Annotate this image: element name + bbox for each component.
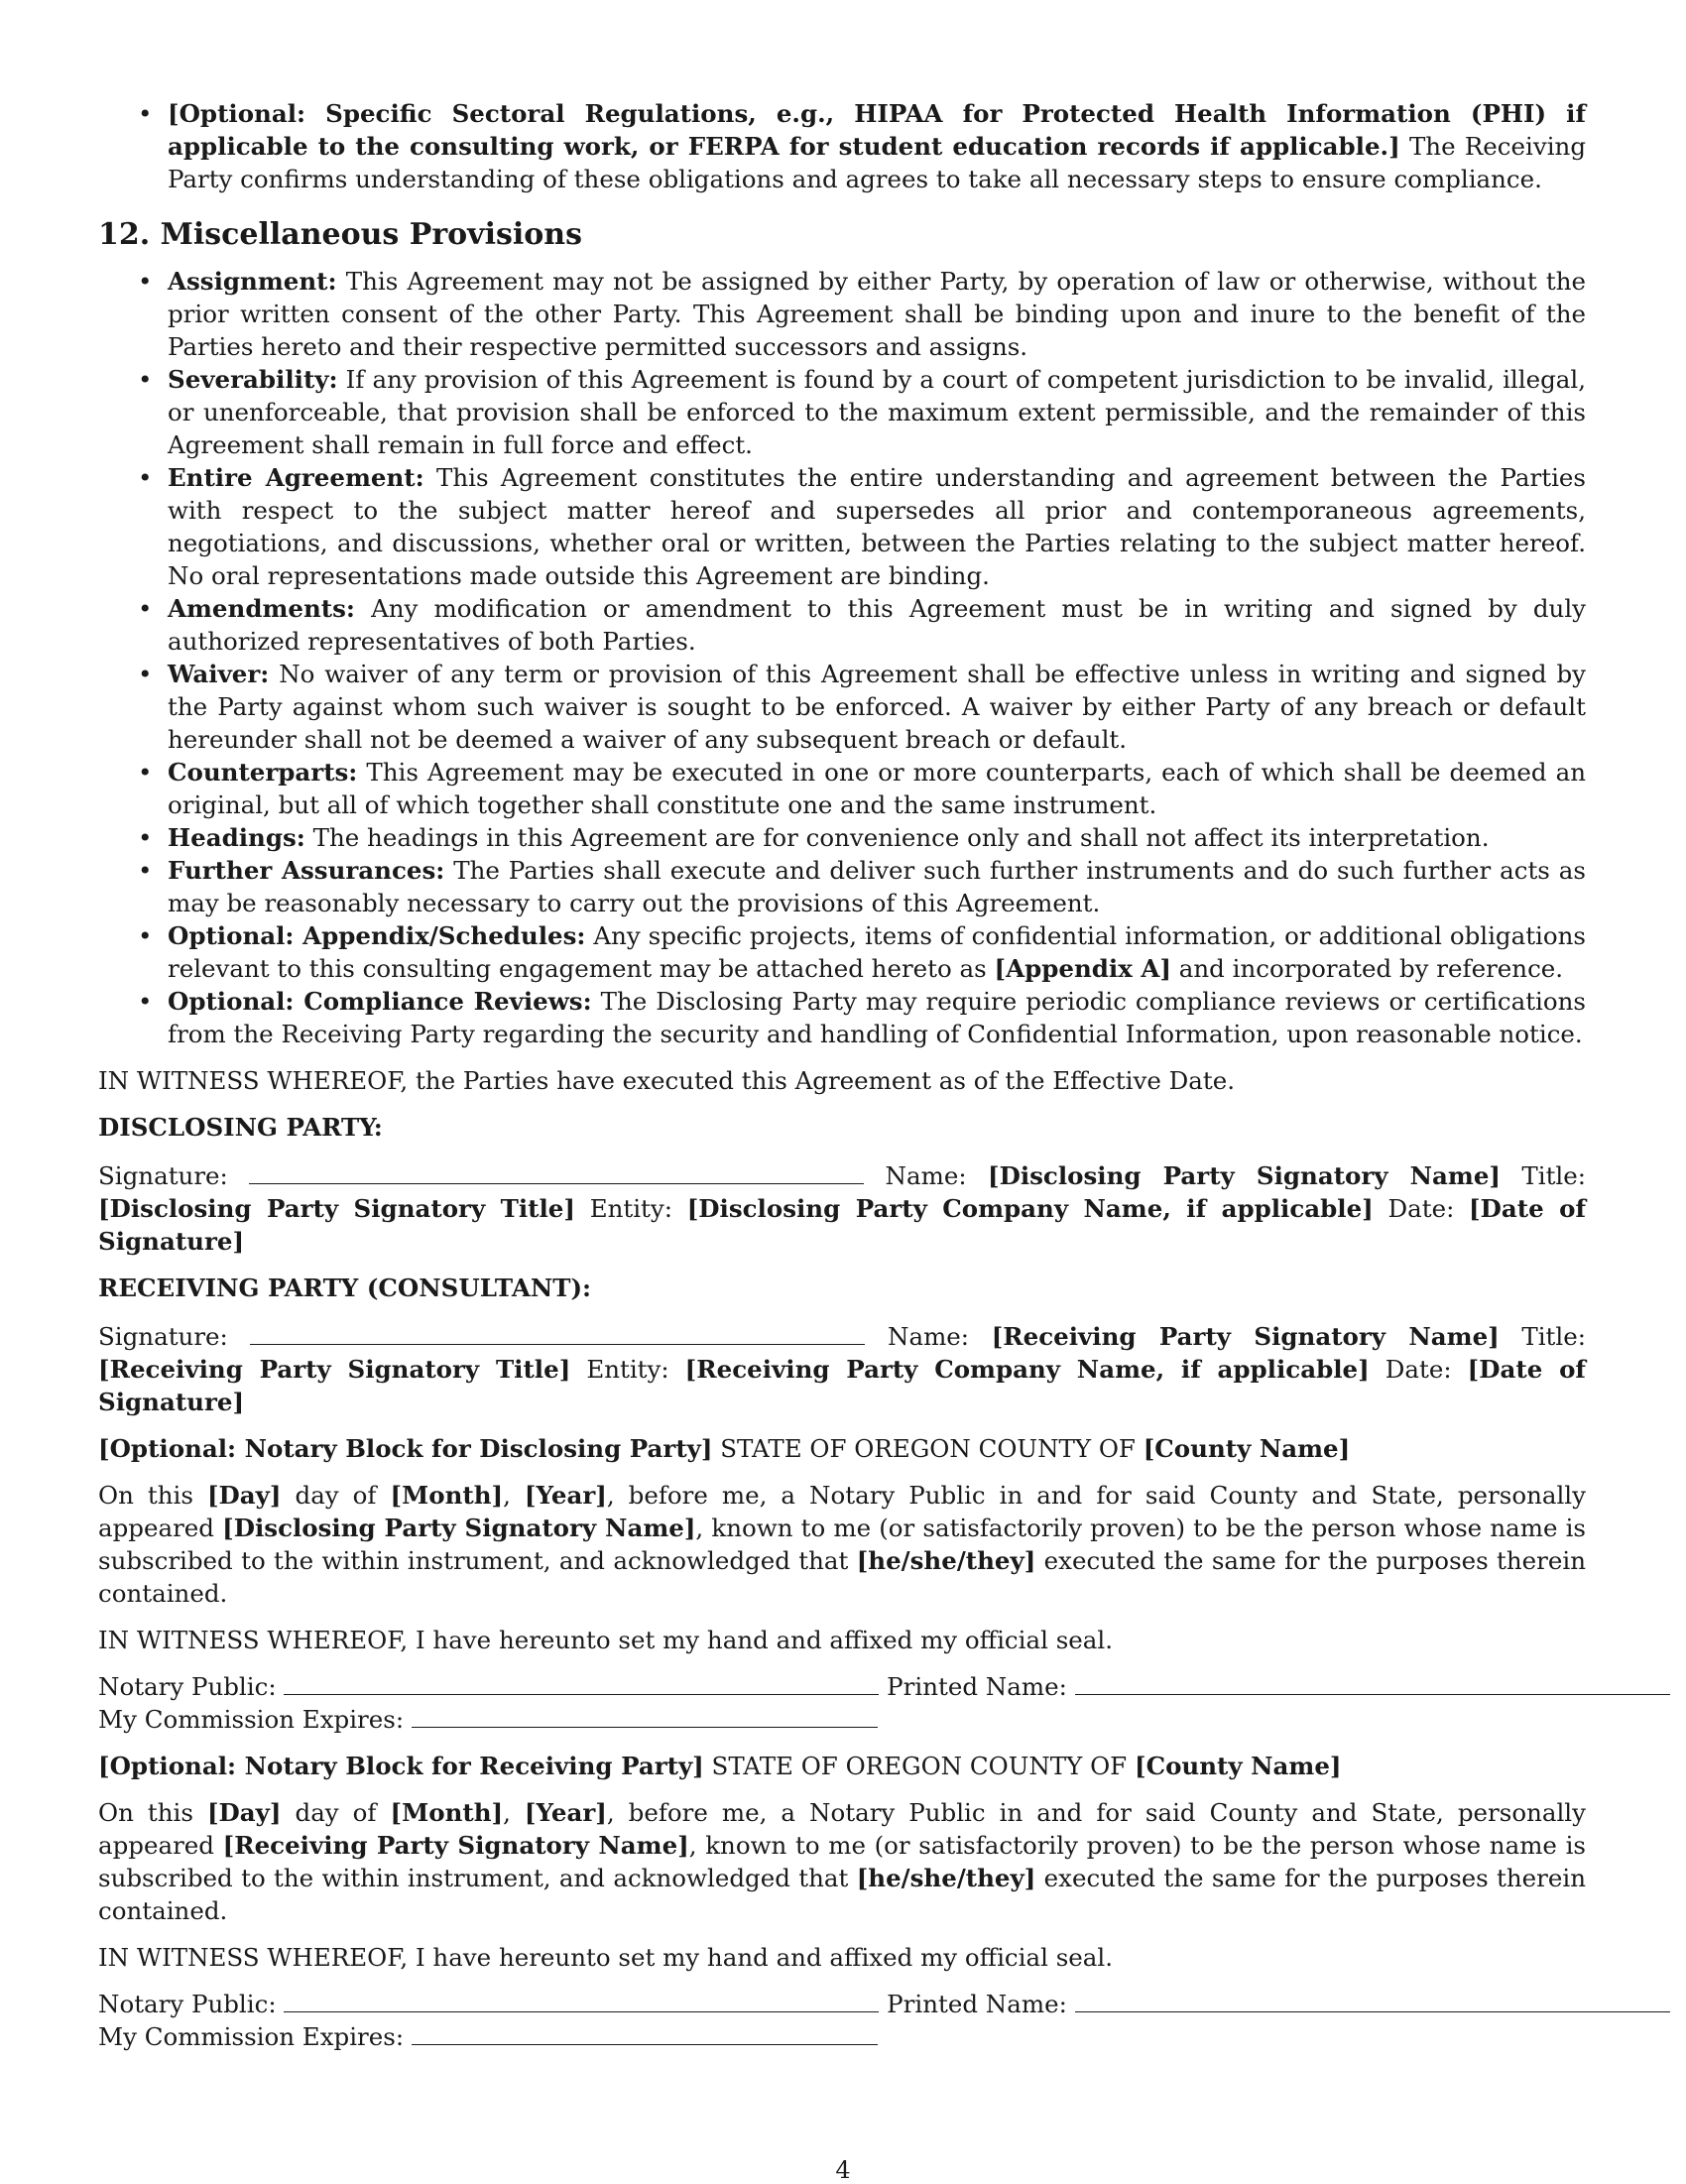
signature-label: Signature: <box>98 1322 251 1351</box>
ack-year: [Year] <box>524 1798 607 1827</box>
notary-public-line[interactable] <box>284 1988 879 2012</box>
list-item <box>98 756 1586 821</box>
list-item <box>98 658 1586 756</box>
disclosing-signature-line[interactable] <box>249 1159 864 1184</box>
name-label: Name: <box>865 1322 992 1351</box>
provision-label: Counterparts: <box>168 758 358 787</box>
notary-disclosing-commission-row <box>98 1703 1586 1736</box>
notary-disclosing-signature-row <box>98 1670 1586 1703</box>
ack-text: executed the same for the purposes therein contained. <box>98 1864 1587 1925</box>
provision-label: Headings: <box>168 823 305 852</box>
entity-label: Entity: <box>570 1355 685 1384</box>
ack-text: , <box>503 1481 525 1510</box>
receiving-title-value: [Receiving Party Signatory Title] <box>98 1355 571 1384</box>
misc-provisions-list <box>98 265 1586 1050</box>
provision-text: This Agreement may not be assigned by either Party, by operation of law or otherwise, without the prior written consent of the other Party. This Agreement shall be binding upon and inure to the benefit of the Parties hereto and their respective permitted successors and assigns. <box>168 267 1586 361</box>
receiving-signature-block <box>98 1320 1586 1418</box>
ack-month: [Month] <box>390 1481 504 1510</box>
receiving-signature-line[interactable] <box>250 1320 865 1345</box>
ack-year: [Year] <box>524 1481 607 1510</box>
provision-label: Further Assurances: <box>168 856 445 885</box>
list-item <box>98 854 1586 919</box>
commission-expires-label: My Commission Expires: <box>98 1705 412 1734</box>
commission-expires-line[interactable] <box>412 2020 878 2045</box>
disclosing-name-value: [Disclosing Party Signatory Name] <box>987 1161 1502 1190</box>
notary-public-label: Notary Public: <box>98 1990 285 2018</box>
notary-county: [County Name] <box>1143 1434 1351 1463</box>
provision-label: Severability: <box>168 365 338 394</box>
disclosing-party-heading-text: DISCLOSING PARTY: <box>98 1113 383 1142</box>
receiving-date-value: [Date of Signature] <box>98 1355 1586 1416</box>
receiving-party-heading <box>98 1272 1586 1304</box>
provision-text: The Disclosing Party may require periodic compliance reviews or certifications from the Receiving Party regarding the security and handling of Confidential Information, upon reasonable notice. <box>168 987 1586 1048</box>
signature-label: Signature: <box>98 1161 250 1190</box>
receiving-entity-value: [Receiving Party Company Name, if applicable] <box>684 1355 1370 1384</box>
ack-day: [Day] <box>206 1481 282 1510</box>
date-label: Date: <box>1373 1194 1470 1223</box>
notary-receiving-commission-row <box>98 2020 1586 2053</box>
ack-text: , before me, a Notary Public in and for said County and State, personally appeared <box>98 1481 1586 1542</box>
ack-pronoun: [he/she/they] <box>856 1546 1036 1575</box>
receiving-name-value: [Receiving Party Signatory Name] <box>991 1322 1500 1351</box>
notary-receiving-title: [Optional: Notary Block for Receiving Party] <box>98 1752 704 1780</box>
sectoral-regulations-label: [Optional: Specific Sectoral Regulations, e.g., HIPAA for Protected Health Information (PHI) if applicable to the consulting work, or FERPA for student education records if applicable.] <box>168 99 1586 161</box>
ack-text: day of <box>281 1798 391 1827</box>
notary-state-text: STATE OF OREGON COUNTY OF <box>712 1434 1144 1463</box>
printed-name-line[interactable] <box>1075 1988 1670 2012</box>
provision-text: The Parties shall execute and deliver such further instruments and do such further acts as may be reasonably necessary to carry out the provisions of this Agreement. <box>168 856 1586 917</box>
receiving-party-heading-text: RECEIVING PARTY (CONSULTANT): <box>98 1274 592 1302</box>
notary-state-text: STATE OF OREGON COUNTY OF <box>703 1752 1135 1780</box>
document-page <box>98 97 1586 2053</box>
disclosing-entity-value: [Disclosing Party Company Name, if applicable] <box>686 1194 1374 1223</box>
printed-name-line[interactable] <box>1075 1670 1670 1695</box>
witness-statement: IN WITNESS WHEREOF, the Parties have executed this Agreement as of the Effective Date. <box>98 1066 1235 1095</box>
ack-text: executed the same for the purposes therein contained. <box>98 1546 1587 1608</box>
ack-month: [Month] <box>390 1798 504 1827</box>
sectoral-regulations-text: The Receiving Party confirms understanding of these obligations and agrees to take all necessary steps to ensure compliance. <box>168 132 1587 193</box>
list-item <box>98 985 1586 1050</box>
notary-disclosing-witness: IN WITNESS WHEREOF, I have hereunto set my hand and affixed my official seal. <box>98 1626 1114 1654</box>
printed-name-label: Printed Name: <box>879 1672 1075 1701</box>
ack-day: [Day] <box>206 1798 282 1827</box>
provision-label: Entire Agreement: <box>168 463 424 492</box>
provision-label: Amendments: <box>168 594 355 623</box>
ack-text: , known to me (or satisfactorily proven) to be the person whose name is subscribed to the within instrument, and acknowledged that <box>98 1831 1586 1892</box>
appendix-reference: [Appendix A] <box>994 954 1171 983</box>
provision-text: Any modification or amendment to this Agreement must be in writing and signed by duly authorized representatives of both Parties. <box>168 594 1586 656</box>
ack-text: On this <box>98 1798 207 1827</box>
sectoral-regulations-list <box>98 97 1586 195</box>
list-item <box>98 363 1586 461</box>
ack-text: , before me, a Notary Public in and for said County and State, personally appeared <box>98 1798 1586 1860</box>
notary-receiving-heading <box>98 1750 1586 1782</box>
notary-public-line[interactable] <box>284 1670 879 1695</box>
ack-signatory: [Disclosing Party Signatory Name] <box>222 1514 696 1542</box>
disclosing-title-value: [Disclosing Party Signatory Title] <box>98 1194 575 1223</box>
title-label: Title: <box>1501 1161 1587 1190</box>
provision-text: and incorporated by reference. <box>1170 954 1564 983</box>
list-item <box>98 919 1586 985</box>
notary-public-label: Notary Public: <box>98 1672 285 1701</box>
provision-label: Waiver: <box>168 660 270 688</box>
page-number: 4 <box>835 2156 851 2184</box>
provision-text: This Agreement constitutes the entire understanding and agreement between the Parties with respect to the subject matter hereof and supersedes all prior and contemporaneous agreements, negotiations, and discussions, whether oral or written, between the Parties relating to the subject matter hereof. No oral representations made outside this Agreement are binding. <box>168 463 1586 590</box>
ack-pronoun: [he/she/they] <box>856 1864 1036 1892</box>
provision-text: Any specific projects, items of confidential information, or additional obligations relevant to this consulting engagement may be attached hereto as <box>168 921 1586 983</box>
name-label: Name: <box>864 1161 988 1190</box>
commission-expires-line[interactable] <box>412 1703 878 1728</box>
disclosing-signature-block <box>98 1159 1586 1258</box>
provision-label: Optional: Compliance Reviews: <box>168 987 592 1016</box>
provision-label: Assignment: <box>168 267 337 296</box>
provision-text: No waiver of any term or provision of this Agreement shall be effective unless in writing and signed by the Party against whom such waiver is sought to be enforced. A waiver by either Party of any breach or default hereunder shall not be deemed a waiver of any subsequent breach or default. <box>168 660 1586 754</box>
title-label: Title: <box>1499 1322 1586 1351</box>
provision-text: This Agreement may be executed in one or more counterparts, each of which shall be deemed an original, but all of which together shall constitute one and the same instrument. <box>168 758 1586 819</box>
provision-label: Optional: Appendix/Schedules: <box>168 921 586 950</box>
disclosing-date-value: [Date of Signature] <box>98 1194 1586 1256</box>
notary-receiving-signature-row <box>98 1988 1586 2020</box>
section-12-title: 12. Miscellaneous Provisions <box>98 217 582 252</box>
list-item <box>98 97 1586 195</box>
notary-disclosing-heading <box>98 1432 1586 1465</box>
notary-receiving-acknowledgment <box>98 1796 1586 1927</box>
ack-text: , known to me (or satisfactorily proven) to be the person whose name is subscribed to the within instrument, and acknowledged that <box>98 1514 1586 1575</box>
ack-text: , <box>503 1798 525 1827</box>
notary-receiving-witness: IN WITNESS WHEREOF, I have hereunto set my hand and affixed my official seal. <box>98 1943 1114 1972</box>
ack-text: On this <box>98 1481 207 1510</box>
printed-name-label: Printed Name: <box>879 1990 1075 2018</box>
list-item <box>98 265 1586 363</box>
provision-text: The headings in this Agreement are for convenience only and shall not affect its interpretation. <box>304 823 1490 852</box>
ack-signatory: [Receiving Party Signatory Name] <box>222 1831 689 1860</box>
list-item <box>98 592 1586 658</box>
notary-disclosing-title: [Optional: Notary Block for Disclosing Party] <box>98 1434 713 1463</box>
provision-text: If any provision of this Agreement is found by a court of competent jurisdiction to be invalid, illegal, or unenforceable, that provision shall be enforced to the maximum extent permissible, and the remainder of this Agreement shall remain in full force and effect. <box>168 365 1586 459</box>
list-item <box>98 461 1586 592</box>
disclosing-party-heading <box>98 1111 1586 1144</box>
date-label: Date: <box>1369 1355 1468 1384</box>
notary-county: [County Name] <box>1134 1752 1342 1780</box>
commission-expires-label: My Commission Expires: <box>98 2022 412 2051</box>
ack-text: day of <box>281 1481 391 1510</box>
list-item <box>98 821 1586 854</box>
notary-disclosing-acknowledgment <box>98 1479 1586 1610</box>
entity-label: Entity: <box>574 1194 687 1223</box>
